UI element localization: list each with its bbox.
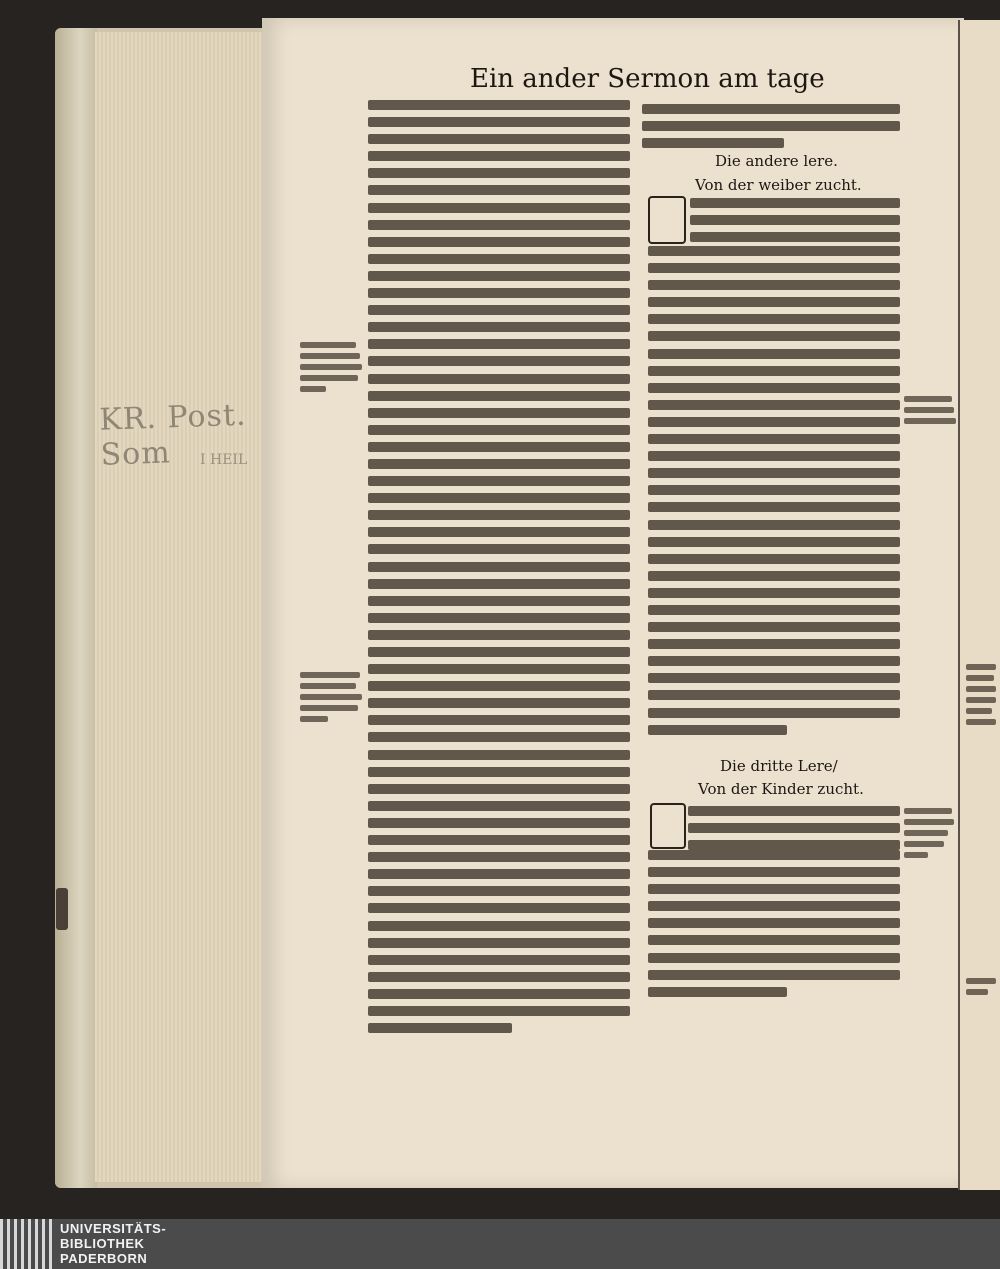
text-line [648, 970, 900, 980]
text-line [368, 339, 630, 349]
text-line [648, 280, 900, 290]
text-line [368, 732, 630, 742]
text-line [642, 121, 900, 131]
margin-note-christian-life [300, 342, 362, 397]
text-line [368, 596, 630, 606]
text-line [368, 220, 630, 230]
text-line [368, 613, 630, 623]
text-line [648, 263, 900, 273]
spine-label: KR. Post. Som [98, 397, 248, 473]
margin-note-facing-page-2 [966, 978, 998, 1000]
text-line [648, 468, 900, 478]
text-line [368, 938, 630, 948]
text-line [368, 271, 630, 281]
text-line [648, 434, 900, 444]
text-line [368, 391, 630, 401]
facing-page-edge [958, 20, 1000, 1190]
footer-line-3: PADERBORN [60, 1251, 148, 1266]
text-line [648, 605, 900, 615]
margin-note-example [300, 672, 362, 727]
text-line [368, 1006, 630, 1016]
text-line [688, 823, 900, 833]
text-line [368, 510, 630, 520]
text-line [368, 151, 630, 161]
text-line [648, 708, 900, 718]
text-line [368, 527, 630, 537]
margin-note-women [904, 396, 956, 429]
text-line [648, 850, 900, 860]
text-line [648, 953, 900, 963]
text-line [368, 903, 630, 913]
text-line [648, 297, 900, 307]
text-line [648, 537, 900, 547]
text-line [648, 588, 900, 598]
footer-line-1: UNIVERSITÄTS- [60, 1221, 167, 1236]
text-line [368, 288, 630, 298]
text-line [368, 835, 630, 845]
heading-women: Von der weiber zucht. [695, 176, 862, 194]
text-line [368, 459, 630, 469]
text-line [648, 987, 787, 997]
text-column-left [368, 100, 630, 1040]
text-line [648, 314, 900, 324]
footer-line-2: BIBLIOTHEK [60, 1236, 145, 1251]
text-line [368, 955, 630, 965]
text-line [690, 215, 900, 225]
text-line [368, 767, 630, 777]
text-line [648, 349, 900, 359]
text-line [368, 750, 630, 760]
text-line [368, 356, 630, 366]
text-line [648, 246, 900, 256]
text-line [690, 198, 900, 208]
text-line [648, 867, 900, 877]
text-line [648, 884, 900, 894]
text-line [368, 476, 630, 486]
text-line [648, 622, 900, 632]
text-column-right-middle [690, 198, 900, 249]
text-line [368, 322, 630, 332]
margin-note-facing-page [966, 664, 998, 730]
text-line [368, 715, 630, 725]
text-line [648, 417, 900, 427]
text-column-right-lower [648, 246, 900, 742]
text-line [368, 647, 630, 657]
text-column-right-end [648, 850, 900, 1004]
heading-third-lesson: Die dritte Lere/ [720, 757, 838, 775]
text-line [648, 673, 900, 683]
text-line [368, 168, 630, 178]
text-line [368, 305, 630, 315]
heading-children: Von der Kinder zucht. [698, 780, 864, 798]
text-line [368, 134, 630, 144]
text-line [648, 935, 900, 945]
text-line [368, 185, 630, 195]
text-line [368, 681, 630, 691]
text-line [368, 869, 630, 879]
book-spine [55, 28, 97, 1188]
text-line [688, 840, 900, 850]
page-edges [95, 32, 265, 1182]
text-line [368, 989, 630, 999]
text-line [368, 664, 630, 674]
text-line [648, 918, 900, 928]
page-header: Ein ander Sermon am tage [470, 64, 825, 94]
text-line [368, 374, 630, 384]
text-line [368, 784, 630, 794]
text-line [368, 425, 630, 435]
text-line [368, 630, 630, 640]
text-line [368, 254, 630, 264]
text-line [368, 698, 630, 708]
text-line [648, 554, 900, 564]
text-line [368, 237, 630, 247]
text-line [368, 562, 630, 572]
text-line [648, 451, 900, 461]
text-line [648, 690, 900, 700]
text-line [648, 366, 900, 376]
text-line [368, 100, 630, 110]
drop-capital-a [650, 803, 686, 849]
text-line [368, 117, 630, 127]
spine-sublabel: I HEIL [200, 452, 248, 468]
text-line [648, 485, 900, 495]
text-line [368, 1023, 512, 1033]
text-line [368, 579, 630, 589]
text-line [642, 104, 900, 114]
margin-note-children [904, 808, 954, 863]
text-line [648, 331, 900, 341]
text-line [648, 901, 900, 911]
text-line [688, 806, 900, 816]
text-line [642, 138, 784, 148]
text-line [368, 203, 630, 213]
text-line [648, 400, 900, 410]
text-line [648, 520, 900, 530]
text-line [648, 502, 900, 512]
text-line [368, 442, 630, 452]
text-line [648, 656, 900, 666]
text-line [368, 886, 630, 896]
text-line [690, 232, 900, 242]
text-column-right-top [642, 104, 900, 155]
text-line [368, 544, 630, 554]
text-line [368, 972, 630, 982]
text-line [368, 801, 630, 811]
text-line [648, 571, 900, 581]
heading-other-lesson: Die andere lere. [715, 152, 838, 170]
text-line [648, 725, 787, 735]
text-line [368, 852, 630, 862]
text-line [648, 383, 900, 393]
text-line [368, 493, 630, 503]
clasp-icon [56, 888, 68, 930]
library-logo-icon [0, 1219, 52, 1269]
drop-capital-l [648, 196, 686, 244]
text-line [368, 818, 630, 828]
text-line [368, 408, 630, 418]
text-line [368, 921, 630, 931]
text-line [648, 639, 900, 649]
